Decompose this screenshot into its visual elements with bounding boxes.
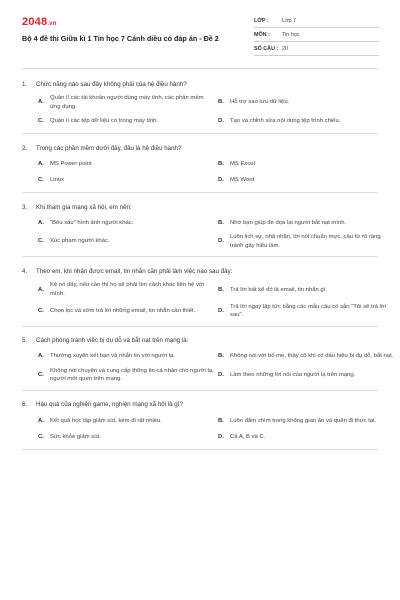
question-item xyxy=(22,335,394,391)
option-text: Kệ nó đấy, nếu cần thì họ sẽ phải tìm cách khác liên hệ với mình. xyxy=(50,282,205,297)
question-number: 1. xyxy=(22,80,28,88)
option-text: Xúc phạm người khác. xyxy=(50,238,110,245)
option-text: Kết quả học tập giảm sút, kém đi rất nhiều. xyxy=(50,417,162,424)
question-text xyxy=(22,201,378,213)
meta-value: 20 xyxy=(282,45,288,52)
answer-options xyxy=(22,94,378,127)
answer-option-a[interactable] xyxy=(38,281,214,298)
question-item xyxy=(22,201,381,257)
answer-option-d[interactable] xyxy=(218,115,394,127)
answer-option-a[interactable] xyxy=(38,415,214,427)
option-letter: A. xyxy=(38,286,44,293)
answer-option-b[interactable] xyxy=(218,415,394,427)
meta-value: Lớp 7 xyxy=(282,17,297,24)
site-logo[interactable] xyxy=(22,16,57,28)
answer-option-a[interactable] xyxy=(38,94,214,111)
option-text: "Bêu xấu" hình ảnh người khác. xyxy=(50,219,134,226)
answer-option-a[interactable] xyxy=(38,217,214,229)
option-text: Không nói chuyện và cung cấp thông tin cá nhân cho người lạ, người mới quen trên mạng. xyxy=(50,367,214,383)
option-text: Không nói với bố mẹ, thầy cô khi có dấu hiệu bị dụ dỗ, bắt nạt. xyxy=(230,353,394,360)
meta-value: Tin học xyxy=(282,31,300,38)
question-item xyxy=(22,399,378,450)
option-letter: D. xyxy=(218,117,224,124)
answer-option-b[interactable] xyxy=(218,281,394,298)
question-text xyxy=(22,335,378,347)
logo-main: 2048 xyxy=(22,16,48,28)
question-item xyxy=(22,142,378,193)
page-header xyxy=(0,0,400,62)
question-prompt: Hậu quả của nghiện game, nghiện mạng xã hội là gì? xyxy=(36,401,183,409)
header-divider xyxy=(22,68,378,69)
option-text: Quản lí các tệp dữ liệu có trong máy tính. xyxy=(50,117,159,124)
option-letter: A. xyxy=(38,160,44,167)
question-text xyxy=(22,265,378,277)
question-prompt: Cách phòng tránh việc bị dụ dỗ và bắt nạt trên mạng là: xyxy=(36,337,189,345)
answer-option-b[interactable] xyxy=(218,94,394,111)
question-list xyxy=(22,78,394,458)
question-text xyxy=(22,399,378,411)
question-prompt: Trong các phần mềm dưới đây, đâu là hệ điều hành? xyxy=(36,144,182,152)
option-text: MS Excel xyxy=(230,160,255,167)
option-text: MS Word xyxy=(230,176,255,183)
option-text: Hỗ trợ sao lưu dữ liệu. xyxy=(230,99,290,106)
option-letter: C. xyxy=(38,307,44,314)
answer-option-d[interactable] xyxy=(218,431,394,443)
meta-row-class xyxy=(254,14,379,28)
option-letter: D. xyxy=(218,372,224,379)
question-number: 6. xyxy=(22,401,28,409)
answer-option-b[interactable] xyxy=(218,217,394,229)
answer-option-d[interactable] xyxy=(218,303,394,320)
option-text: MS Power point xyxy=(50,160,92,167)
question-number: 2. xyxy=(22,144,28,152)
option-letter: C. xyxy=(38,176,44,183)
option-text: Trả lời ngay lập tức bằng các mẫu câu có sẵn "Tôi sẽ trả lời sau". xyxy=(230,303,386,319)
option-text: Tạo và chỉnh sửa nội dung tệp trình chiếu. xyxy=(230,117,341,124)
answer-option-a[interactable] xyxy=(38,158,214,170)
answer-options xyxy=(22,415,378,443)
option-letter: D. xyxy=(218,176,224,183)
answer-option-c[interactable] xyxy=(38,233,214,250)
option-text: Chọn lọc và sớm trả lời những email, tin nhắn cần thiết. xyxy=(50,307,196,314)
question-text xyxy=(22,78,378,90)
question-prompt: Khi tham gia mạng xã hội, em nên: xyxy=(36,203,132,211)
option-letter: A. xyxy=(38,219,44,226)
answer-options xyxy=(22,217,381,250)
option-text: Luôn lịch sự, nhã nhặn, lời nói chuẩn mực, câu từ rõ ràng tránh gây hiểu lầm. xyxy=(230,234,381,249)
answer-option-b[interactable] xyxy=(218,351,394,363)
meta-label: MÔN : xyxy=(254,31,270,38)
option-text: Cả A, B và C. xyxy=(230,433,266,440)
question-number: 4. xyxy=(22,267,28,275)
option-letter: B. xyxy=(218,219,224,226)
answer-option-c[interactable] xyxy=(38,174,214,186)
logo-suffix: .vn xyxy=(47,21,57,27)
option-text: Linux xyxy=(50,176,65,183)
option-letter: C. xyxy=(38,238,44,245)
option-letter: A. xyxy=(38,353,44,360)
option-text: Làm theo những lời nói của người lạ trên mạng. xyxy=(230,372,356,379)
option-letter: A. xyxy=(38,99,44,106)
option-letter: D. xyxy=(218,307,224,314)
question-prompt: Chức năng nào sau đây không phải của hệ điều hành? xyxy=(36,80,187,88)
document-title: Bộ 4 đề thi Giữa kì 1 Tin học 7 Cánh diều có đáp án - Đề 2 xyxy=(22,34,219,43)
answer-option-c[interactable] xyxy=(38,367,214,384)
answer-options xyxy=(22,158,378,186)
meta-label: SỐ CÂU : xyxy=(254,45,279,52)
option-text: Sức khỏe giảm sút. xyxy=(50,433,101,440)
option-text: Thường xuyên kết bạn và nhắn tin với người lạ. xyxy=(50,353,175,360)
answer-option-a[interactable] xyxy=(38,351,214,363)
question-number: 3. xyxy=(22,203,28,211)
question-item xyxy=(22,265,386,326)
question-item xyxy=(22,78,378,134)
answer-option-c[interactable] xyxy=(38,115,214,127)
option-letter: B. xyxy=(218,286,224,293)
answer-option-c[interactable] xyxy=(38,431,214,443)
meta-row-count xyxy=(254,42,379,56)
answer-options xyxy=(22,351,394,384)
answer-option-d[interactable] xyxy=(218,174,394,186)
question-text xyxy=(22,142,378,154)
option-letter: B. xyxy=(218,160,224,167)
document-meta xyxy=(254,14,379,56)
option-text: Quản lí các tài khoản người dùng máy tính, các phần mềm ứng dụng. xyxy=(50,95,204,110)
answer-option-d[interactable] xyxy=(218,233,394,250)
answer-option-b[interactable] xyxy=(218,158,394,170)
meta-row-subject xyxy=(254,28,379,42)
option-letter: A. xyxy=(38,417,44,424)
option-text: Luôn đắm chìm trong không gian ảo và quên đi thực tại. xyxy=(230,417,377,424)
option-letter: D. xyxy=(218,433,224,440)
option-text: Nhờ bạn giúp đe dọa lại người bắt nạt mình. xyxy=(230,219,347,226)
answer-option-c[interactable] xyxy=(38,303,214,320)
question-prompt: Theo em, khi nhận được email, tin nhắn cần phải làm việc nào sau đây: xyxy=(36,267,233,275)
option-letter: C. xyxy=(38,433,44,440)
option-letter: B. xyxy=(218,417,224,424)
option-letter: C. xyxy=(38,117,44,124)
option-letter: C. xyxy=(38,372,44,379)
option-letter: B. xyxy=(218,99,224,106)
question-number: 5. xyxy=(22,337,28,345)
meta-label: LỚP : xyxy=(254,17,269,24)
answer-option-d[interactable] xyxy=(218,367,394,384)
answer-options xyxy=(22,281,386,319)
option-letter: D. xyxy=(218,238,224,245)
option-letter: B. xyxy=(218,353,224,360)
option-text: Trả lời bất kể đó là email, tin nhắn gì. xyxy=(230,286,327,293)
